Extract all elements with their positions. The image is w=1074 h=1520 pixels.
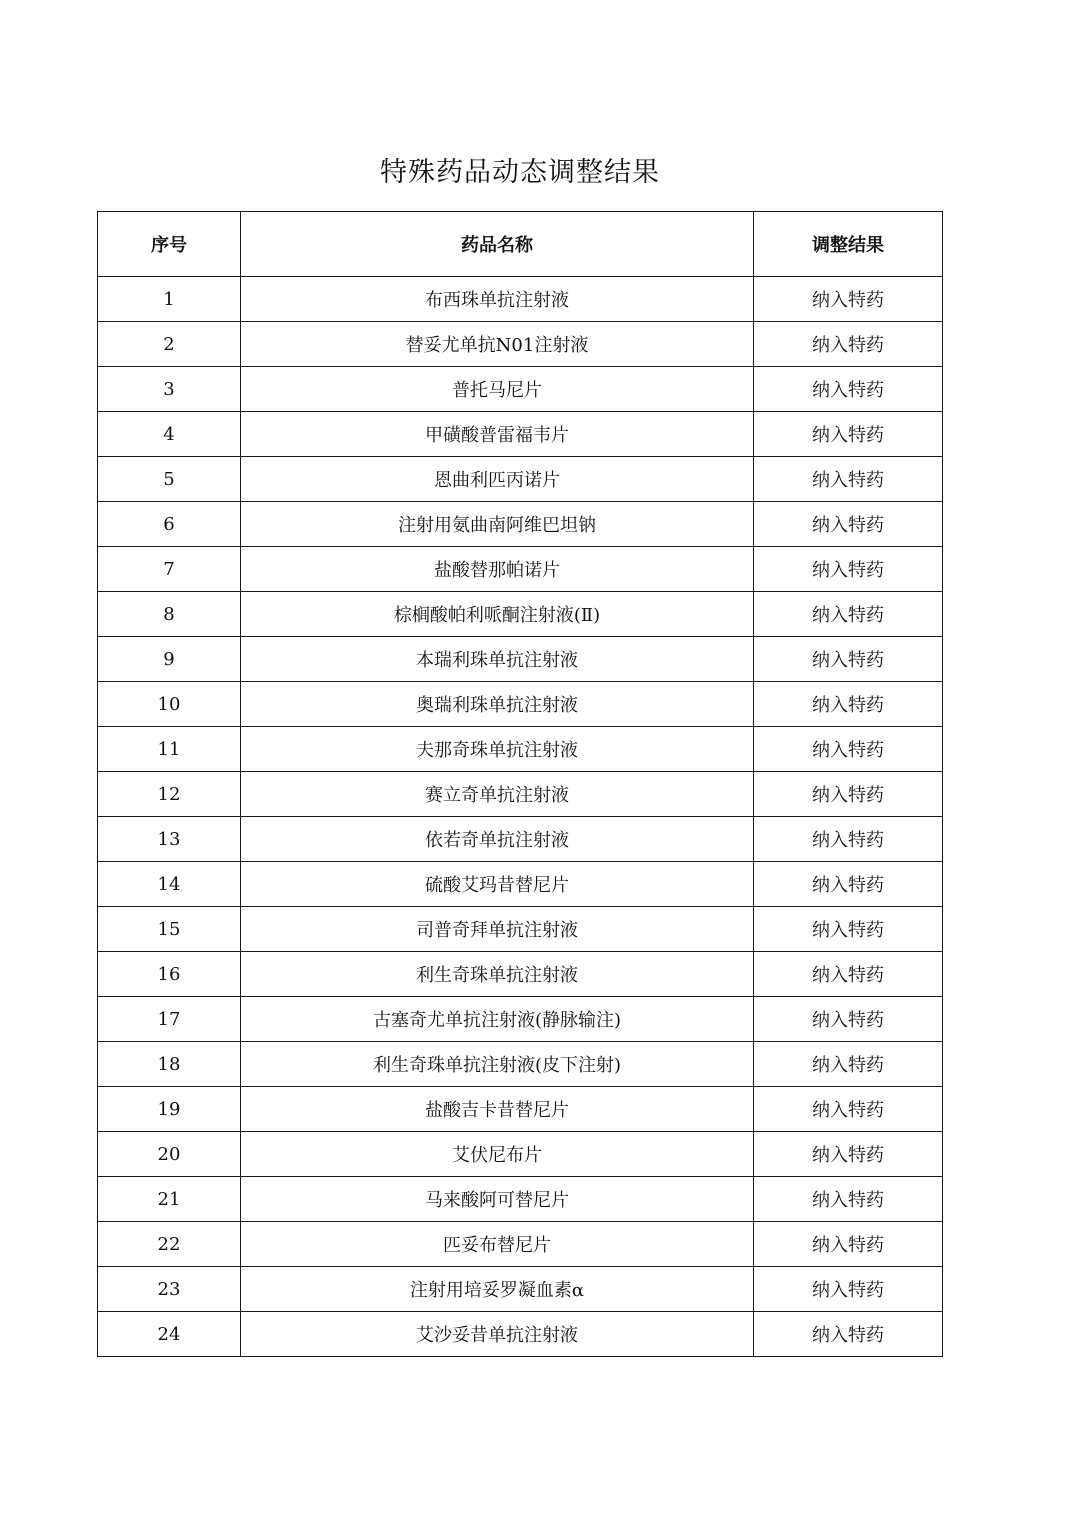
row-number: 10	[98, 682, 241, 727]
drug-name: 依若奇单抗注射液	[241, 817, 754, 862]
table-row	[98, 412, 943, 457]
adjustment-result: 纳入特药	[754, 412, 943, 457]
adjustment-result: 纳入特药	[754, 862, 943, 907]
adjustment-result: 纳入特药	[754, 367, 943, 412]
table-row	[98, 1222, 943, 1267]
row-number: 18	[98, 1042, 241, 1087]
table-row	[98, 1312, 943, 1357]
table-row	[98, 502, 943, 547]
table-row	[98, 367, 943, 412]
table-row	[98, 547, 943, 592]
table-row	[98, 1267, 943, 1312]
table-row	[98, 682, 943, 727]
drug-name: 利生奇珠单抗注射液(皮下注射)	[241, 1042, 754, 1087]
table-row	[98, 1177, 943, 1222]
adjustment-result: 纳入特药	[754, 997, 943, 1042]
adjustment-result: 纳入特药	[754, 727, 943, 772]
drug-name: 奥瑞利珠单抗注射液	[241, 682, 754, 727]
table-row	[98, 952, 943, 997]
adjustment-result: 纳入特药	[754, 772, 943, 817]
row-number: 2	[98, 322, 241, 367]
page-title: 特殊药品动态调整结果	[380, 157, 660, 188]
adjustment-result: 纳入特药	[754, 1087, 943, 1132]
row-number: 17	[98, 997, 241, 1042]
table-row	[98, 907, 943, 952]
drug-name: 赛立奇单抗注射液	[241, 772, 754, 817]
header-row	[98, 212, 943, 277]
row-number: 22	[98, 1222, 241, 1267]
row-number: 23	[98, 1267, 241, 1312]
drug-name: 盐酸吉卡昔替尼片	[241, 1087, 754, 1132]
row-number: 13	[98, 817, 241, 862]
adjustment-result: 纳入特药	[754, 682, 943, 727]
adjustment-result: 纳入特药	[754, 322, 943, 367]
table-row	[98, 1042, 943, 1087]
drug-name: 马来酸阿可替尼片	[241, 1177, 754, 1222]
row-number: 24	[98, 1312, 241, 1357]
drug-name: 艾沙妥昔单抗注射液	[241, 1312, 754, 1357]
row-number: 16	[98, 952, 241, 997]
row-number: 14	[98, 862, 241, 907]
table-row	[98, 592, 943, 637]
table-row	[98, 637, 943, 682]
table-row	[98, 862, 943, 907]
adjustment-result: 纳入特药	[754, 1267, 943, 1312]
row-number: 1	[98, 277, 241, 322]
drug-name: 艾伏尼布片	[241, 1132, 754, 1177]
row-number: 11	[98, 727, 241, 772]
drug-name: 硫酸艾玛昔替尼片	[241, 862, 754, 907]
drug-name: 利生奇珠单抗注射液	[241, 952, 754, 997]
table-row	[98, 1087, 943, 1132]
table-row	[98, 1132, 943, 1177]
drug-name: 注射用培妥罗凝血素α	[241, 1267, 754, 1312]
adjustment-result: 纳入特药	[754, 1312, 943, 1357]
drug-name: 盐酸替那帕诺片	[241, 547, 754, 592]
adjustment-result: 纳入特药	[754, 547, 943, 592]
adjustment-result: 纳入特药	[754, 502, 943, 547]
table-row	[98, 997, 943, 1042]
header-no: 序号	[98, 212, 241, 277]
adjustment-result: 纳入特药	[754, 907, 943, 952]
drug-name: 恩曲利匹丙诺片	[241, 457, 754, 502]
row-number: 7	[98, 547, 241, 592]
drug-adjustment-table	[97, 211, 943, 1357]
adjustment-result: 纳入特药	[754, 277, 943, 322]
drug-name: 夫那奇珠单抗注射液	[241, 727, 754, 772]
row-number: 19	[98, 1087, 241, 1132]
table-body	[98, 277, 943, 1357]
table-row	[98, 817, 943, 862]
row-number: 21	[98, 1177, 241, 1222]
adjustment-result: 纳入特药	[754, 1042, 943, 1087]
row-number: 4	[98, 412, 241, 457]
drug-name: 替妥尤单抗N01注射液	[241, 322, 754, 367]
header-result: 调整结果	[754, 212, 943, 277]
adjustment-result: 纳入特药	[754, 637, 943, 682]
table-header	[98, 212, 943, 277]
row-number: 8	[98, 592, 241, 637]
header-name: 药品名称	[241, 212, 754, 277]
adjustment-result: 纳入特药	[754, 952, 943, 997]
row-number: 5	[98, 457, 241, 502]
drug-name: 甲磺酸普雷福韦片	[241, 412, 754, 457]
drug-name: 古塞奇尤单抗注射液(静脉输注)	[241, 997, 754, 1042]
row-number: 9	[98, 637, 241, 682]
drug-name: 注射用氨曲南阿维巴坦钠	[241, 502, 754, 547]
row-number: 20	[98, 1132, 241, 1177]
drug-name: 本瑞利珠单抗注射液	[241, 637, 754, 682]
row-number: 15	[98, 907, 241, 952]
table-row	[98, 457, 943, 502]
table-row	[98, 322, 943, 367]
drug-name: 普托马尼片	[241, 367, 754, 412]
drug-name: 棕榈酸帕利哌酮注射液(Ⅱ)	[241, 592, 754, 637]
table-row	[98, 772, 943, 817]
adjustment-result: 纳入特药	[754, 1177, 943, 1222]
table-row	[98, 277, 943, 322]
drug-name: 匹妥布替尼片	[241, 1222, 754, 1267]
row-number: 12	[98, 772, 241, 817]
adjustment-result: 纳入特药	[754, 457, 943, 502]
drug-name: 司普奇拜单抗注射液	[241, 907, 754, 952]
adjustment-result: 纳入特药	[754, 592, 943, 637]
adjustment-result: 纳入特药	[754, 1222, 943, 1267]
adjustment-result: 纳入特药	[754, 817, 943, 862]
table-row	[98, 727, 943, 772]
row-number: 6	[98, 502, 241, 547]
row-number: 3	[98, 367, 241, 412]
adjustment-result: 纳入特药	[754, 1132, 943, 1177]
drug-name: 布西珠单抗注射液	[241, 277, 754, 322]
